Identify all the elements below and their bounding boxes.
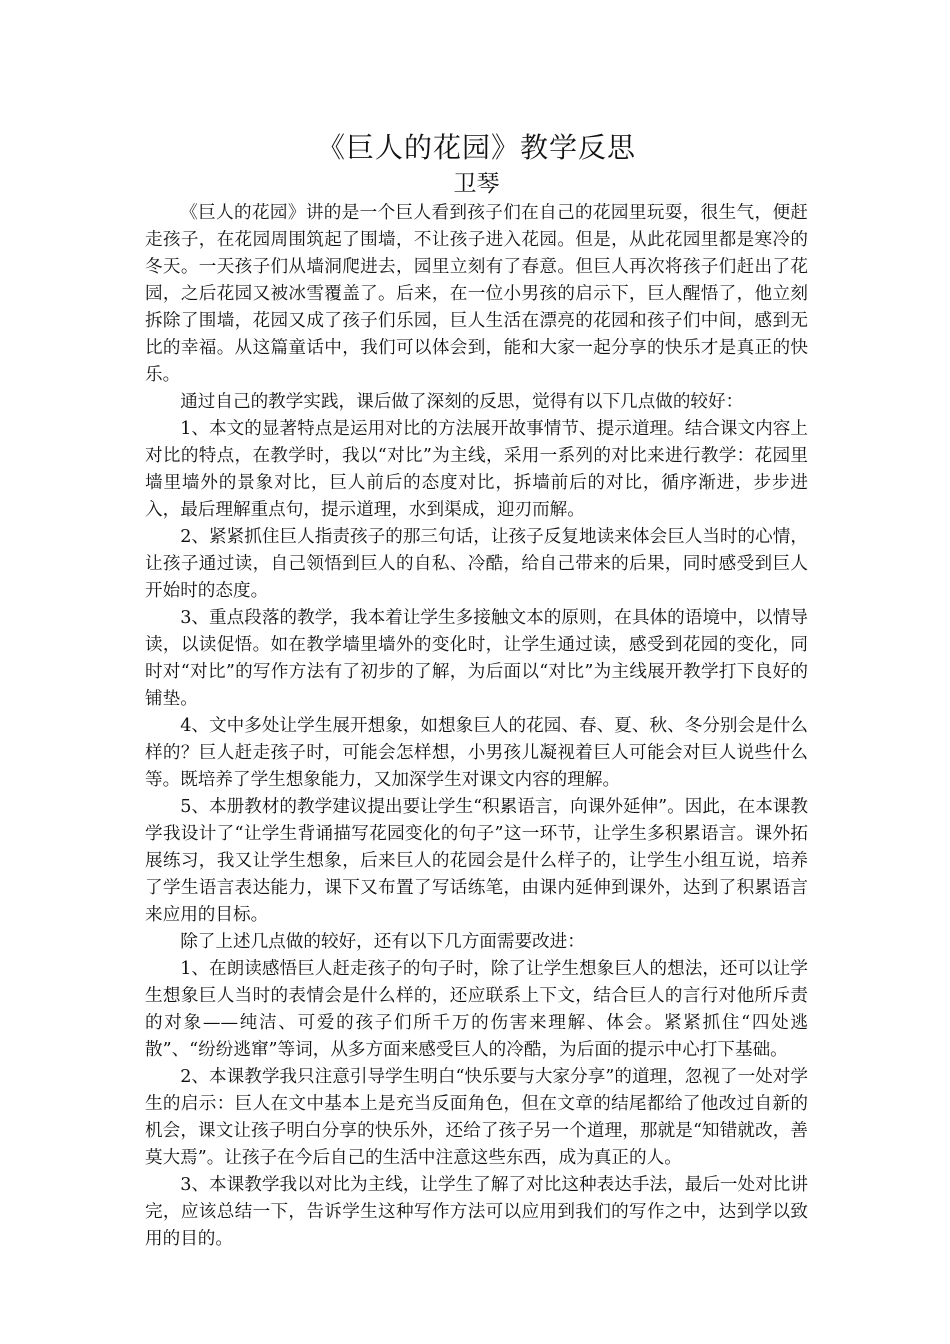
paragraph-strength-2: 2、紧紧抓住巨人指责孩子的那三句话，让孩子反复地读来体会巨人当时的心情，让孩子通过读，自己领悟到巨人的自私、冷酷，给自己带来的后果，同时感受到巨人开始时的态度。 <box>145 527 808 601</box>
paragraph-improvements-lead: 除了上述几点做的较好，还有以下几方面需要改进： <box>180 932 585 952</box>
author-name: 卫琴 <box>453 171 500 197</box>
document-page <box>145 128 808 1253</box>
paragraph-strength-3: 3、重点段落的教学，我本着让学生多接触文本的原则，在具体的语境中，以情导读，以读促悟。如在教学墙里墙外的变化时，让学生通过读，感受到花园的变化，同时对“对比”的写作方法有了初步的了解，为后面以“对比”为主线展开教学打下良好的铺垫。 <box>145 608 808 709</box>
paragraph-strengths-lead: 通过自己的教学实践，课后做了深刻的反思，觉得有以下几点做的较好： <box>180 392 744 412</box>
paragraph-improvement-3: 3、本课教学我以对比为主线，让学生了解了对比这种表达手法，最后一处对比讲完，应该总结一下，告诉学生这种写作方法可以应用到我们的写作之中，达到学以致用的目的。 <box>145 1175 808 1249</box>
paragraph-improvement-1: 1、在朗读感悟巨人赶走孩子的句子时，除了让学生想象巨人的想法，还可以让学生想象巨人当时的表情会是什么样的，还应联系上下文，结合巨人的言行对他所斥责的对象——纯洁、可爱的孩子们所千万的伤害来理解、体会。紧紧抓住“四处逃散”、“纷纷逃窜”等词，从多方面来感受巨人的冷酷，为后面的提示中心打下基础。 <box>145 959 808 1060</box>
paragraph-strength-1: 1、本文的显著特点是运用对比的方法展开故事情节、提示道理。结合课文内容上对比的特点，在教学时，我以“对比”为主线，采用一系列的对比来进行教学：花园里墙里墙外的景象对比，巨人前后的态度对比，拆墙前后的对比，循序渐进，步步进入，最后理解重点句，提示道理，水到渠成，迎刃而解。 <box>145 419 808 520</box>
document-title: 《巨人的花园》教学反思 <box>316 131 636 164</box>
paragraph-improvement-2: 2、本课教学我只注意引导学生明白“快乐要与大家分享”的道理，忽视了一处对学生的启示：巨人在文中基本上是充当反面角色，但在文章的结尾都给了他改过自新的机会，课文让孩子明白分享的快乐外，还给了孩子另一个道理，那就是“知错就改，善莫大焉”。让孩子在今后自己的生活中注意这些东西，成为真正的人。 <box>145 1067 808 1168</box>
paragraph-intro: 《巨人的花园》讲的是一个巨人看到孩子们在自己的花园里玩耍，很生气，便赶走孩子，在花园周围筑起了围墙，不让孩子进入花园。但是，从此花园里都是寒冷的冬天。一天孩子们从墙洞爬进去，园里立刻有了春意。但巨人再次将孩子们赶出了花园，之后花园又被冰雪覆盖了。后来，在一位小男孩的启示下，巨人醒悟了，他立刻拆除了围墙，花园又成了孩子们乐园，巨人生活在漂亮的花园和孩子们中间，感到无比的幸福。从这篇童话中，我们可以体会到，能和大家一起分享的快乐才是真正的快乐。 <box>145 203 808 385</box>
paragraph-strength-4: 4、文中多处让学生展开想象，如想象巨人的花园、春、夏、秋、冬分别会是什么样的？巨人赶走孩子时，可能会怎样想，小男孩儿凝视着巨人可能会对巨人说些什么等。既培养了学生想象能力，又加深学生对课文内容的理解。 <box>145 716 808 790</box>
paragraph-strength-5: 5、本册教材的教学建议提出要让学生“积累语言，向课外延伸”。因此，在本课教学我设计了“让学生背诵描写花园变化的句子”这一环节，让学生多积累语言。课外拓展练习，我又让学生想象，后来巨人的花园会是什么样子的，让学生小组互说，培养了学生语言表达能力，课下又布置了写话练笔，由课内延伸到课外，达到了积累语言来应用的目标。 <box>145 797 808 925</box>
